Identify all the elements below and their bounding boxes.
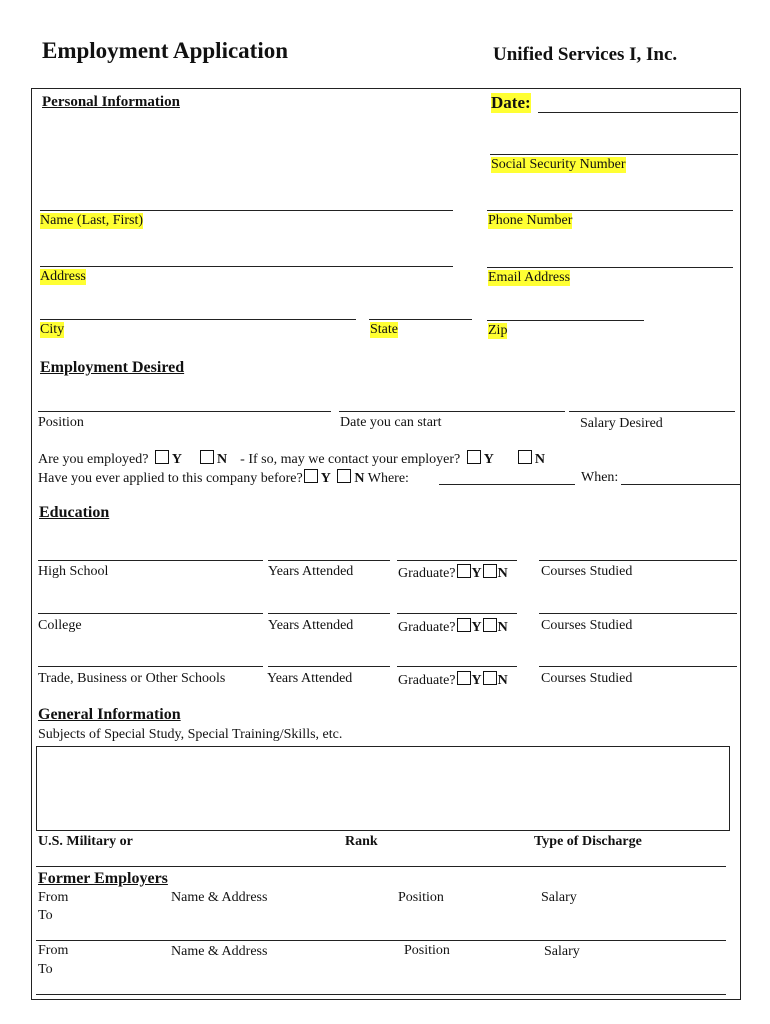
position-field[interactable] [38, 411, 331, 412]
former-2-position-label: Position [404, 943, 450, 958]
applied-no-checkbox[interactable] [337, 469, 351, 483]
other-school-label: Trade, Business or Other Schools [38, 671, 226, 686]
when-field[interactable] [621, 484, 740, 485]
applied-yes-checkbox[interactable] [304, 469, 318, 483]
former-1-field[interactable] [36, 940, 726, 941]
graduate-label: Graduate? [398, 566, 456, 581]
other-school-courses-field[interactable] [539, 666, 737, 667]
company-name: Unified Services I, Inc. [493, 44, 678, 65]
grad-no-label: N [497, 566, 508, 581]
former-2-field[interactable] [36, 994, 726, 995]
former-1-position-label: Position [398, 890, 444, 905]
general-info-heading: General Information [38, 706, 181, 723]
special-study-label: Subjects of Special Study, Special Training/Skills, etc. [38, 727, 343, 742]
high-school-field[interactable] [38, 560, 263, 561]
name-label: Name (Last, First) [40, 213, 144, 228]
start-date-field[interactable] [339, 411, 565, 412]
high-school-label: High School [38, 564, 109, 579]
high-school-grad-yes-checkbox[interactable] [457, 564, 471, 578]
other-school-years-label: Years Attended [267, 671, 353, 686]
former-1-name-address-label: Name & Address [171, 890, 268, 905]
employed-no-label: N [217, 452, 228, 467]
applied-question-row [38, 469, 409, 487]
contact-yes-label: Y [483, 452, 494, 467]
position-label: Position [38, 415, 84, 430]
former-2-salary-label: Salary [544, 944, 580, 959]
college-field[interactable] [38, 613, 263, 614]
grad-no-label: N [497, 673, 508, 688]
applied-yes-label: Y [320, 471, 331, 486]
college-grad-no-checkbox[interactable] [483, 618, 497, 632]
date-field[interactable] [538, 112, 738, 113]
high-school-years-label: Years Attended [268, 564, 354, 579]
where-field[interactable] [439, 484, 575, 485]
college-graduate-field[interactable] [397, 613, 517, 614]
email-field[interactable] [487, 267, 733, 268]
where-label: Where: [367, 471, 409, 486]
discharge-label: Type of Discharge [534, 834, 642, 849]
other-school-grad-yes-checkbox[interactable] [457, 671, 471, 685]
address-label: Address [40, 269, 86, 284]
former-employers-heading: Former Employers [38, 870, 168, 887]
employed-yes-checkbox[interactable] [155, 450, 169, 464]
state-field[interactable] [369, 319, 472, 320]
graduate-label: Graduate? [398, 673, 456, 688]
applied-question: Have you ever applied to this company before? [38, 471, 303, 486]
personal-info-heading: Personal Information [42, 94, 180, 110]
zip-field[interactable] [487, 320, 644, 321]
contact-no-checkbox[interactable] [518, 450, 532, 464]
employed-question-row [38, 450, 545, 468]
graduate-label: Graduate? [398, 620, 456, 635]
grad-no-label: N [497, 620, 508, 635]
date-label: Date: [491, 93, 531, 112]
other-school-courses-label: Courses Studied [541, 671, 633, 686]
other-school-grad-no-checkbox[interactable] [483, 671, 497, 685]
grad-yes-label: Y [471, 566, 482, 581]
high-school-years-field[interactable] [268, 560, 390, 561]
salary-desired-field[interactable] [569, 411, 735, 412]
phone-label: Phone Number [488, 213, 573, 228]
contact-question: - If so, may we contact your employer? [240, 452, 461, 467]
other-school-field[interactable] [38, 666, 263, 667]
start-date-label: Date you can start [340, 415, 442, 430]
grad-yes-label: Y [471, 620, 482, 635]
when-label: When: [581, 470, 619, 485]
high-school-grad-no-checkbox[interactable] [483, 564, 497, 578]
employment-desired-heading: Employment Desired [40, 359, 185, 376]
high-school-graduate-field[interactable] [397, 560, 517, 561]
military-label: U.S. Military or [38, 834, 133, 849]
zip-label: Zip [488, 323, 508, 338]
city-label: City [40, 322, 65, 337]
education-heading: Education [39, 504, 110, 521]
college-courses-field[interactable] [539, 613, 737, 614]
former-1-from-label: From [38, 890, 69, 905]
former-2-name-address-label: Name & Address [171, 944, 268, 959]
other-school-years-field[interactable] [268, 666, 390, 667]
employed-no-checkbox[interactable] [200, 450, 214, 464]
high-school-graduate-row [398, 564, 508, 582]
salary-desired-label: Salary Desired [580, 416, 663, 431]
special-study-textarea[interactable] [36, 746, 730, 831]
military-field[interactable] [36, 866, 726, 867]
college-years-label: Years Attended [268, 618, 354, 633]
employed-yes-label: Y [171, 452, 183, 467]
high-school-courses-field[interactable] [539, 560, 737, 561]
contact-yes-checkbox[interactable] [467, 450, 481, 464]
state-label: State [370, 322, 398, 337]
ssn-label: Social Security Number [491, 157, 626, 172]
college-grad-yes-checkbox[interactable] [457, 618, 471, 632]
phone-field[interactable] [487, 210, 733, 211]
contact-no-label: N [534, 452, 545, 467]
other-school-graduate-row [398, 671, 508, 689]
address-field[interactable] [40, 266, 453, 267]
employed-question: Are you employed? [38, 452, 149, 467]
grad-yes-label: Y [471, 673, 482, 688]
college-years-field[interactable] [268, 613, 390, 614]
other-school-graduate-field[interactable] [397, 666, 517, 667]
college-graduate-row [398, 618, 508, 636]
city-field[interactable] [40, 319, 356, 320]
applied-no-label: N [354, 471, 365, 486]
name-field[interactable] [40, 210, 453, 211]
college-courses-label: Courses Studied [541, 618, 633, 633]
form-title: Employment Application [42, 38, 289, 63]
college-label: College [38, 618, 82, 633]
former-1-to-label: To [38, 908, 53, 923]
former-2-from-label: From [38, 943, 69, 958]
former-2-to-label: To [38, 962, 53, 977]
high-school-courses-label: Courses Studied [541, 564, 633, 579]
rank-label: Rank [345, 834, 378, 849]
ssn-field[interactable] [490, 154, 738, 155]
email-label: Email Address [488, 270, 571, 285]
former-1-salary-label: Salary [541, 890, 577, 905]
